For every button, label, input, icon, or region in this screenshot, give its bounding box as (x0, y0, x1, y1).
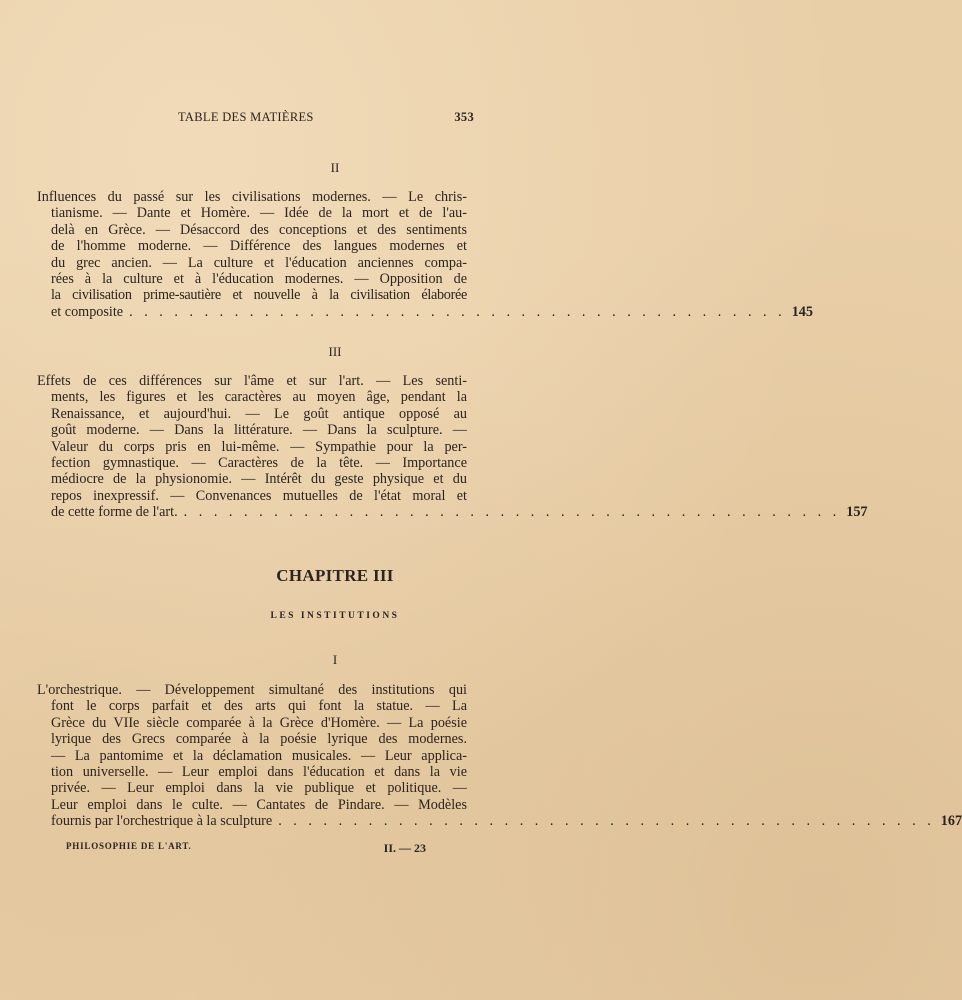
leader-dots: . . . . . . . . . . . . . . . . . . . . . . . . . . . . . . . . . . . . . . . . . . . . (129, 303, 786, 320)
summary-line: médiocre de la physionomie. — Intérêt du geste physique et du (51, 471, 467, 488)
leader-dots: . . . . . . . . . . . . . . . . . . . . . . . . . . . . . . . . . . . . . . . . . . . . (183, 504, 841, 521)
summary-line: la civilisation prime-sautière et nouvelle à la civilisation élaborée (51, 287, 467, 304)
summary-line: font le corps parfait et des arts qui font la statue. — La (51, 698, 467, 715)
summary-last-text: fournis par l'orchestrique à la sculpture (51, 813, 273, 830)
summary-line: Grèce du VIIe siècle comparée à la Grèce d'Homère. — La poésie (51, 714, 467, 731)
toc-page-ref: 167 (940, 813, 962, 830)
summary-line: — La pantomime et la déclamation musicales. — Leur applica- (51, 747, 467, 764)
summary-last-text: et composite (51, 303, 124, 320)
summary-line: privée. — Leur emploi dans la vie publique et politique. — (51, 780, 467, 797)
summary-line: du grec ancien. — La culture et l'éducation anciennes compa- (51, 254, 467, 271)
chapter-title: CHAPITRE III (276, 566, 394, 585)
summary-line: repos inexpressif. — Convenances mutuelles de l'état moral et (51, 487, 467, 504)
chapter-subtitle: LES INSTITUTIONS (270, 611, 400, 621)
summary-last-text: de cette forme de l'art. (51, 504, 178, 521)
summary-line: lyrique des Grecs comparée à la poésie lyrique des modernes. (51, 731, 467, 748)
section-summary (37, 373, 868, 521)
summary-line: tion universelle. — Leur emploi dans l'éducation et dans la vie (51, 764, 467, 781)
leader-dots: . . . . . . . . . . . . . . . . . . . . . . . . . . . . . . . . . . . . . . . . . . . . (278, 813, 935, 830)
footer-signature-mark: II. — 23 (383, 841, 426, 855)
section-number: II (330, 160, 340, 175)
summary-line: tianisme. — Dante et Homère. — Idée de la mort et de l'au- (51, 205, 467, 222)
summary-line: Valeur du corps pris en lui-même. — Sympathie pour la per- (51, 438, 467, 455)
summary-line: Leur emploi dans le culte. — Cantates de Pindare. — Modèles (51, 796, 467, 813)
section-summary (37, 189, 813, 320)
section-number: I (332, 652, 338, 667)
summary-line: Influences du passé sur les civilisations modernes. — Le chris- (37, 189, 467, 205)
summary-last-line (37, 504, 868, 521)
summary-line: de l'homme moderne. — Différence des langues modernes et (51, 238, 467, 255)
summary-line: rées à la culture et à l'éducation modernes. — Opposition de (51, 271, 467, 288)
page-number: 353 (454, 110, 474, 124)
section-number: III (328, 344, 342, 359)
summary-line: L'orchestrique. — Développement simultané des institutions qui (37, 682, 467, 698)
summary-line: fection gymnastique. — Caractères de la tête. — Importance (51, 455, 467, 472)
toc-page-ref: 157 (846, 504, 868, 521)
section-summary (37, 682, 962, 830)
summary-line: delà en Grèce. — Désaccord des conceptions et des sentiments (51, 221, 467, 238)
toc-page-ref: 145 (791, 303, 813, 320)
summary-line: ments, les figures et les caractères au moyen âge, pendant la (51, 389, 467, 406)
summary-last-line (37, 303, 813, 320)
running-head (178, 110, 474, 125)
summary-line: goût moderne. — Dans la littérature. — Dans la sculpture. — (51, 422, 467, 439)
summary-line: Renaissance, et aujourd'hui. — Le goût antique opposé au (51, 405, 467, 422)
page-footer (66, 841, 426, 856)
summary-last-line (37, 813, 962, 830)
running-title: TABLE DES MATIÈRES (178, 110, 314, 124)
summary-line: Effets de ces différences sur l'âme et sur l'art. — Les senti- (37, 373, 467, 389)
footer-signature-title: PHILOSOPHIE DE L'ART. (66, 841, 192, 851)
